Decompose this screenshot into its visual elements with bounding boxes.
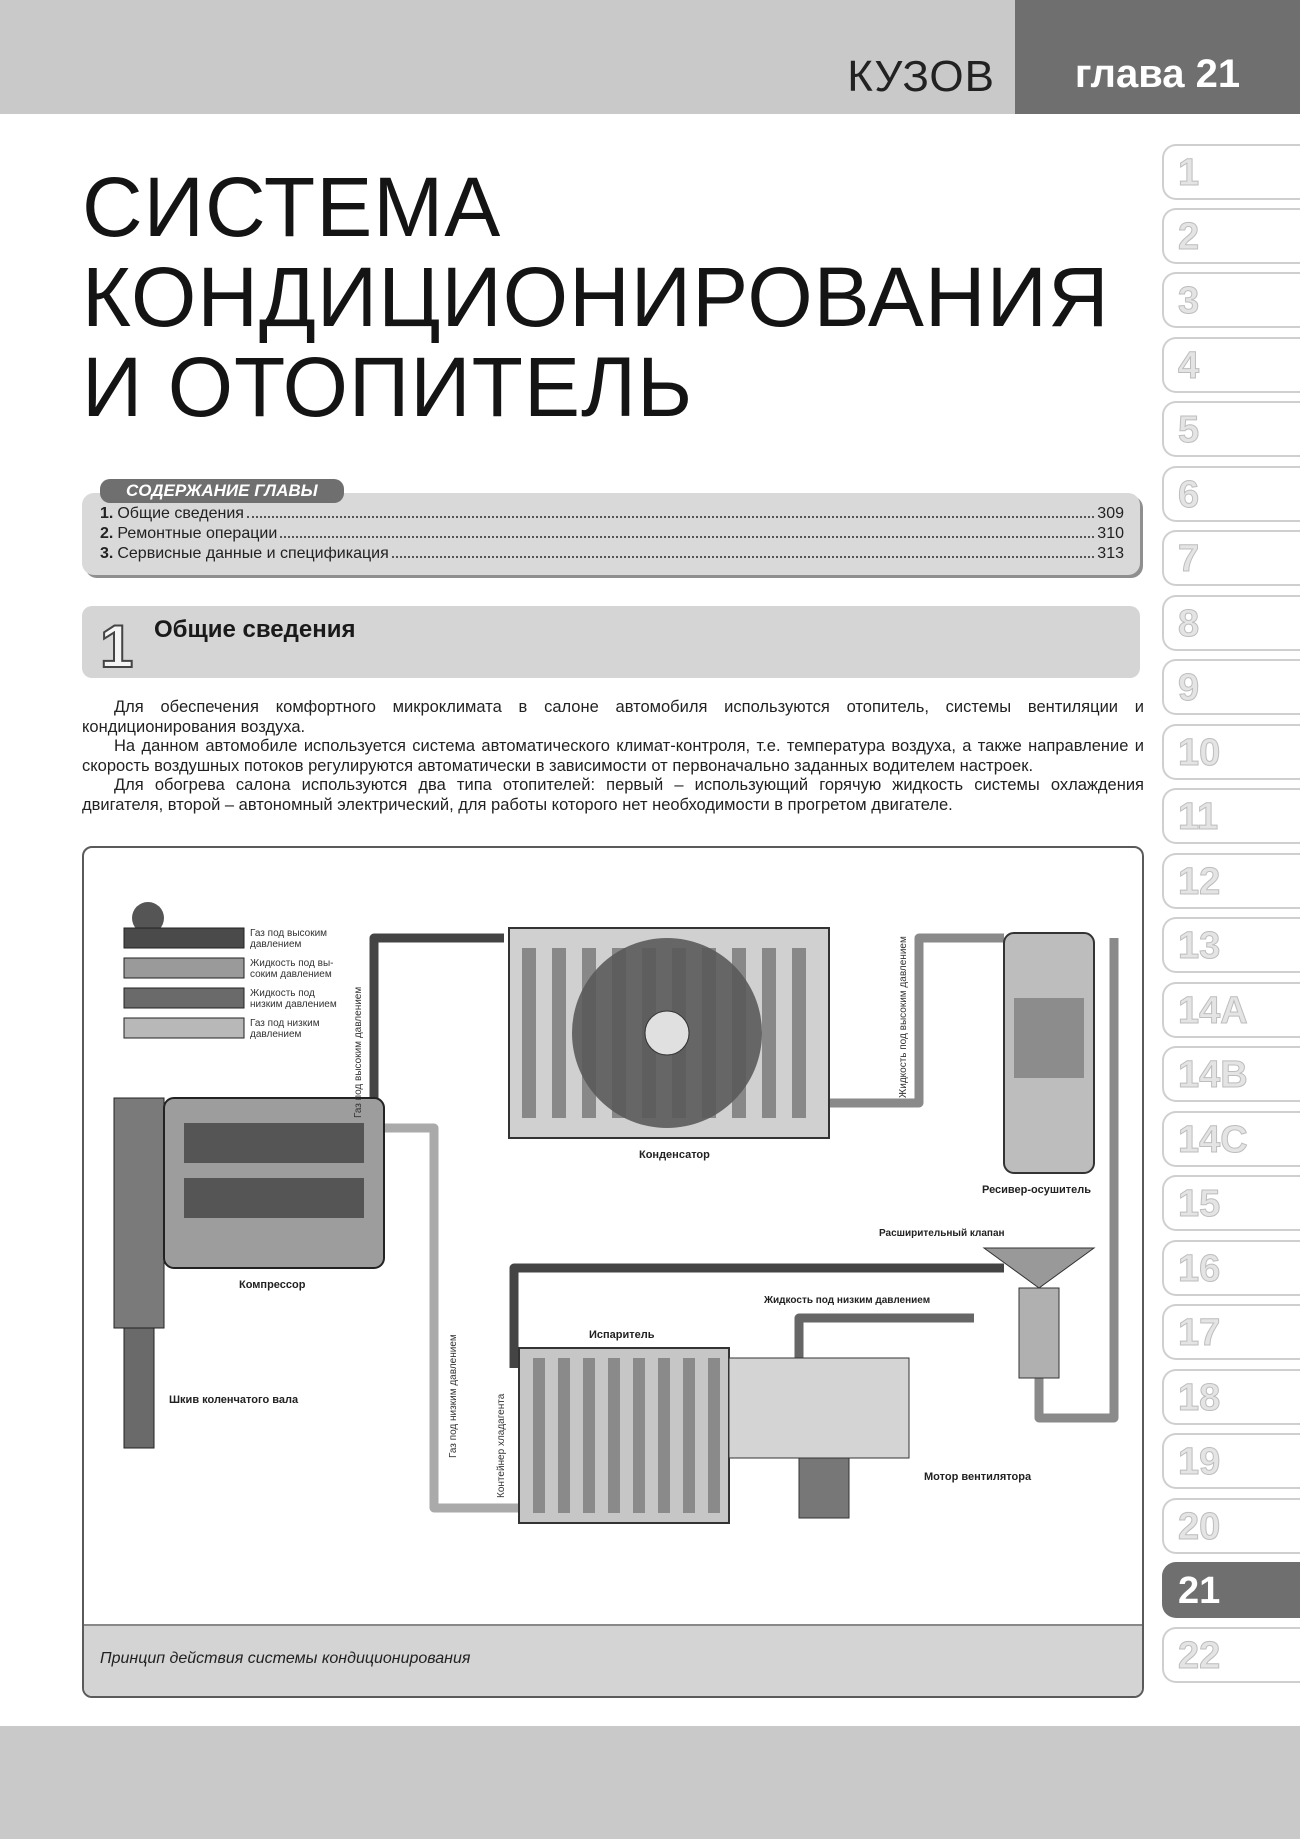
- valve-body: [1019, 1288, 1059, 1378]
- title-line-3: И ОТОПИТЕЛЬ: [82, 340, 694, 434]
- tab-14c[interactable]: [1162, 1111, 1300, 1167]
- tab-17[interactable]: [1162, 1304, 1300, 1360]
- toc-item-label: Ремонтные операции: [117, 525, 278, 542]
- tab-label: 19: [1178, 1441, 1221, 1483]
- expansion-valve: [763, 1228, 1094, 1378]
- label-condenser: Конденсатор: [639, 1149, 710, 1161]
- tab-label: 14A: [1178, 990, 1248, 1032]
- tab-15[interactable]: [1162, 1175, 1300, 1231]
- tab-label: 11: [1178, 796, 1219, 838]
- tab-18[interactable]: [1162, 1369, 1300, 1425]
- tab-label: 7: [1178, 538, 1200, 580]
- compressor-piston: [184, 1123, 364, 1163]
- tab-13[interactable]: [1162, 917, 1300, 973]
- toc-item-page: 310: [1097, 525, 1124, 542]
- toc-item[interactable]: [100, 505, 1124, 525]
- tab-label: 15: [1178, 1183, 1221, 1225]
- tab-4[interactable]: [1162, 337, 1300, 393]
- ac-diagram: [84, 848, 1142, 1628]
- tab-label: 21: [1178, 1570, 1221, 1612]
- tab-label: 13: [1178, 925, 1221, 967]
- ac-diagram-figure: [82, 846, 1144, 1698]
- evaporator-body: [519, 1348, 729, 1523]
- paragraph: Для обеспечения комфортного микроклимата в салоне автомобиля используются отопитель, системы вентиляции и кондиционирования воздуха.: [82, 698, 1144, 736]
- tab-10[interactable]: [1162, 724, 1300, 780]
- pipe-hp-liquid: [824, 938, 1004, 1103]
- title-line-1: СИСТЕМА: [82, 160, 502, 254]
- label-expansion-valve: Расширительный клапан: [879, 1228, 1005, 1239]
- bottom-bar: [0, 1726, 1300, 1839]
- legend-label: давлением: [250, 1029, 302, 1040]
- label-evaporator: Испаритель: [589, 1329, 655, 1341]
- toc-item-page: 313: [1097, 545, 1124, 562]
- label-container: Контейнер хладагента: [496, 1393, 507, 1498]
- toc-item-label: Общие сведения: [117, 505, 244, 522]
- tab-label: 3: [1178, 280, 1200, 322]
- tab-label: 17: [1178, 1312, 1221, 1354]
- page-title: [82, 160, 1110, 434]
- label-blower-motor: Мотор вентилятора: [924, 1471, 1032, 1483]
- tab-3[interactable]: [1162, 272, 1300, 328]
- section-name: КУЗОВ: [847, 52, 995, 101]
- tab-label: 4: [1178, 345, 1200, 387]
- tab-7[interactable]: [1162, 530, 1300, 586]
- evaporator: [519, 1329, 729, 1523]
- toc-item-label: Сервисные данные и спецификация: [117, 545, 389, 562]
- tab-22[interactable]: [1162, 1627, 1300, 1683]
- tab-16[interactable]: [1162, 1240, 1300, 1296]
- legend-label: Газ под низким: [250, 1018, 320, 1029]
- tab-12[interactable]: [1162, 853, 1300, 909]
- tab-label: 14B: [1178, 1054, 1248, 1096]
- legend-label: Жидкость под вы-: [250, 958, 334, 969]
- toc-item-number: 2.: [100, 525, 114, 542]
- toc-heading: СОДЕРЖАНИЕ ГЛАВЫ: [100, 479, 344, 503]
- tab-label: 1: [1178, 152, 1200, 194]
- figure-caption: Принцип действия системы кондиционирования: [100, 1650, 471, 1667]
- tab-19[interactable]: [1162, 1433, 1300, 1489]
- legend-label: соким давлением: [250, 969, 332, 980]
- tab-label: 14C: [1178, 1119, 1248, 1161]
- caption-bar: [84, 1624, 1142, 1696]
- tab-21-active[interactable]: [1162, 1562, 1300, 1618]
- tab-14a[interactable]: [1162, 982, 1300, 1038]
- tab-20[interactable]: [1162, 1498, 1300, 1554]
- legend-label: Жидкость под: [250, 988, 315, 999]
- toc-item-number: 3.: [100, 545, 114, 562]
- tab-label: 18: [1178, 1377, 1221, 1419]
- pipe-hp-gas: [374, 938, 504, 1128]
- tab-label: 12: [1178, 861, 1221, 903]
- toc-item-page: 309: [1097, 505, 1124, 522]
- tab-label: 6: [1178, 474, 1200, 516]
- tab-11[interactable]: [1162, 788, 1300, 844]
- toc-item[interactable]: [100, 545, 1124, 565]
- legend-swatch-hp-gas: [124, 928, 244, 948]
- label-low-pressure-liquid: Жидкость под низким давлением: [764, 1295, 931, 1306]
- title-line-2: КОНДИЦИОНИРОВАНИЯ: [82, 250, 1110, 344]
- legend-swatch-lp-gas: [124, 1018, 244, 1038]
- label-compressor: Компрессор: [239, 1279, 306, 1291]
- legend-swatch-hp-liquid: [124, 958, 244, 978]
- blower-housing: [729, 1358, 909, 1458]
- tab-label: 5: [1178, 409, 1200, 451]
- tab-6[interactable]: [1162, 466, 1300, 522]
- label-pulley: Шкив коленчатого вала: [169, 1394, 299, 1406]
- chapter-label: глава 21: [1074, 52, 1241, 96]
- legend: [124, 902, 337, 1040]
- tab-label: 10: [1178, 732, 1221, 774]
- legend-label: низким давлением: [250, 999, 337, 1010]
- compressor: [114, 1098, 384, 1448]
- toc-leader: [392, 556, 1095, 558]
- legend-label: Газ под высоким: [250, 928, 328, 939]
- condenser: [509, 928, 829, 1161]
- tab-1[interactable]: [1162, 144, 1300, 200]
- tab-label: 2: [1178, 216, 1200, 258]
- toc-list: [100, 505, 1124, 565]
- compressor-piston: [184, 1178, 364, 1218]
- blower-motor: [799, 1458, 849, 1518]
- toc-leader: [247, 516, 1094, 518]
- receiver-dryer: [982, 933, 1094, 1196]
- body-text: [82, 698, 1144, 815]
- desiccant: [1014, 998, 1084, 1078]
- legend-label: давлением: [250, 939, 302, 950]
- toc-item-number: 1.: [100, 505, 114, 522]
- tab-8[interactable]: [1162, 595, 1300, 651]
- tab-label: 9: [1178, 667, 1200, 709]
- tab-2[interactable]: [1162, 208, 1300, 264]
- legend-swatch-lp-liquid: [124, 988, 244, 1008]
- toc-leader: [280, 536, 1094, 538]
- label-receiver: Ресивер-осушитель: [982, 1184, 1092, 1196]
- label-hp-liquid: Жидкость под высоким давлением: [898, 936, 909, 1098]
- section-title: Общие сведения: [154, 616, 356, 643]
- tab-label: 16: [1178, 1248, 1221, 1290]
- tab-5[interactable]: [1162, 401, 1300, 457]
- toc-item[interactable]: [100, 525, 1124, 545]
- tab-label: 22: [1178, 1635, 1221, 1677]
- tab-label: 8: [1178, 603, 1200, 645]
- fan-hub: [645, 1011, 689, 1055]
- blower: [729, 1358, 1032, 1518]
- tab-14b[interactable]: [1162, 1046, 1300, 1102]
- section-number: 1: [100, 613, 134, 680]
- tab-label: 20: [1178, 1506, 1221, 1548]
- label-lp-gas: Газ под низким давлением: [448, 1334, 459, 1458]
- label-hp-gas: Газ под высоким давлением: [353, 986, 364, 1118]
- paragraph: На данном автомобиле используется система автоматического климат-контроля, т.е. температура воздуха, а также направление и скорость воздушных потоков регулируются автоматически в зависимости от первоначально заданных водителем настроек.: [82, 737, 1144, 775]
- tab-9[interactable]: [1162, 659, 1300, 715]
- paragraph: Для обогрева салона используются два типа отопителей: первый – использующий горячую жидкость системы охлаждения двигателя, второй – автономный электрический, для работы которого нет необходимости в прогретом двигателе.: [82, 776, 1144, 814]
- pulley: [114, 1098, 164, 1328]
- belt: [124, 1328, 154, 1448]
